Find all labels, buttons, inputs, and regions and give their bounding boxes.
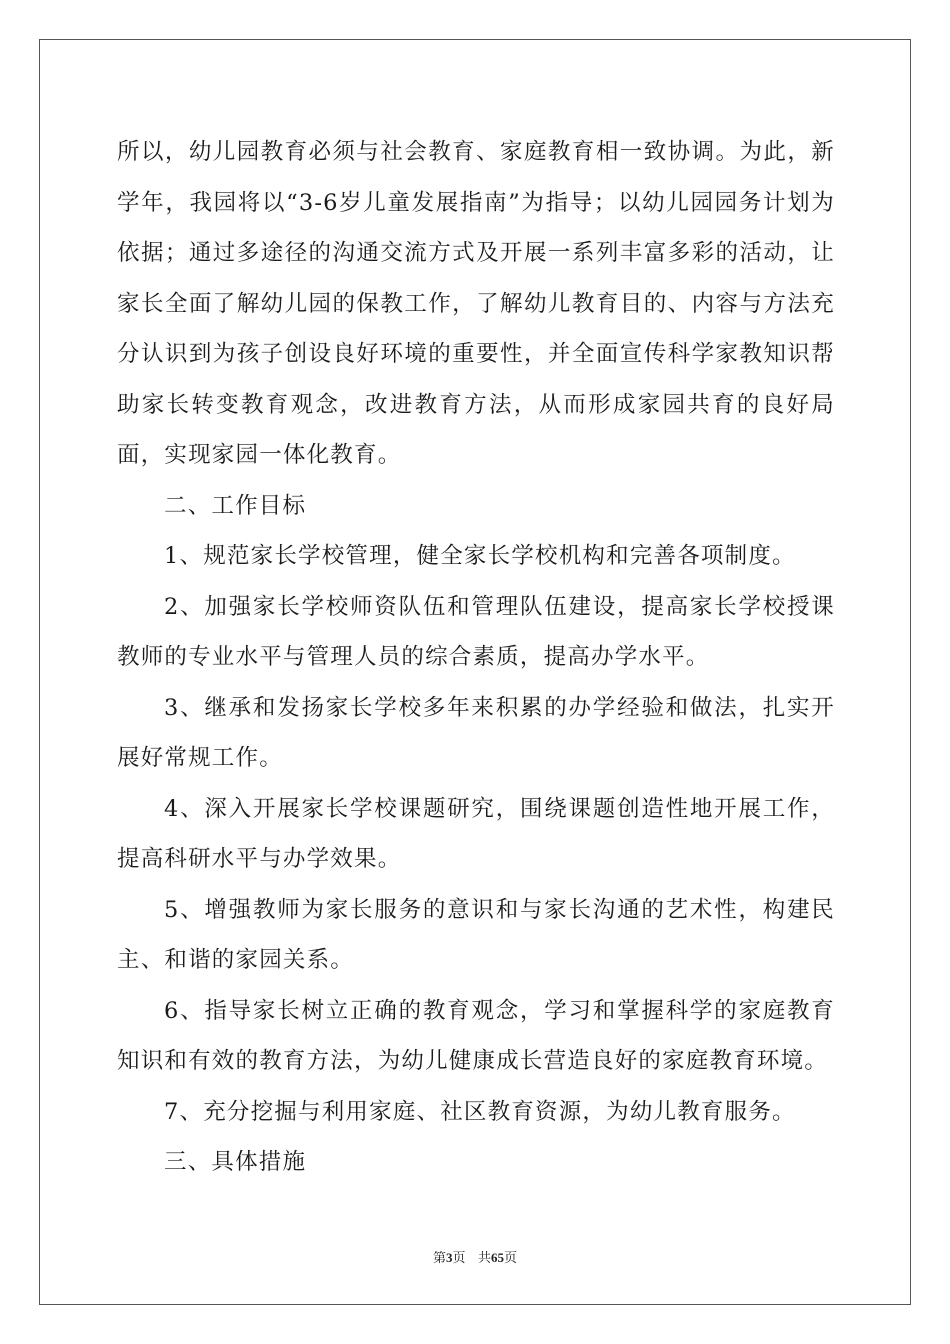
section-heading-measures: 三、具体措施 (164, 1149, 307, 1175)
footer-page-suffix: 页 (452, 1251, 466, 1266)
current-page-number: 3 (446, 1250, 453, 1265)
goal-item-1: 1、规范家长学校管理，健全家长学校机构和完善各项制度。 (164, 543, 796, 569)
footer-total-prefix: 共 (477, 1251, 491, 1266)
section-heading-goals: 二、工作目标 (164, 492, 307, 519)
footer-prefix: 第 (433, 1251, 447, 1266)
goal-item-3: 3、继承和发扬家长学校多年来积累的办学经验和做法，扎实开展好常规工作。 (117, 694, 835, 771)
paragraph-intro: 所以，幼儿园教育必须与社会教育、家庭教育相一致协调。为此，新学年，我园将以“3-6岁儿童发展指南”为指导；以幼儿园园务计划为依据；通过多途径的沟通交流方式及开展一系列丰富多彩的活动，让家长全面了解幼儿园的保教工作，了解幼儿教育目的、内容与方法充分认识到为孩子创设良好环境的重要性，并全面宣传科学家教知识帮助家长转变教育观念，改进教育方法，从而形成家园共育的良好局面，实现家园一体化教育。 (117, 139, 835, 468)
page-footer (0, 1247, 950, 1266)
footer-total-suffix: 页 (503, 1251, 517, 1266)
total-page-count: 65 (490, 1250, 504, 1265)
goal-item-6: 6、指导家长树立正确的教育观念，学习和掌握科学的家庭教育知识和有效的教育方法，为幼儿健康成长营造良好的家庭教育环境。 (117, 997, 835, 1074)
goal-item-2: 2、加强家长学校师资队伍和管理队伍建设，提高家长学校授课教师的专业水平与管理人员的综合素质，提高办学水平。 (117, 593, 835, 670)
goal-item-7: 7、充分挖掘与利用家庭、社区教育资源，为幼儿教育服务。 (164, 1098, 796, 1125)
document-body (117, 127, 835, 1188)
goal-item-4: 4、深入开展家长学校课题研究，围绕课题创造性地开展工作，提高科研水平与办学效果。 (117, 795, 835, 872)
goal-item-5: 5、增强教师为家长服务的意识和与家长沟通的艺术性，构建民主、和谐的家园关系。 (117, 896, 835, 973)
